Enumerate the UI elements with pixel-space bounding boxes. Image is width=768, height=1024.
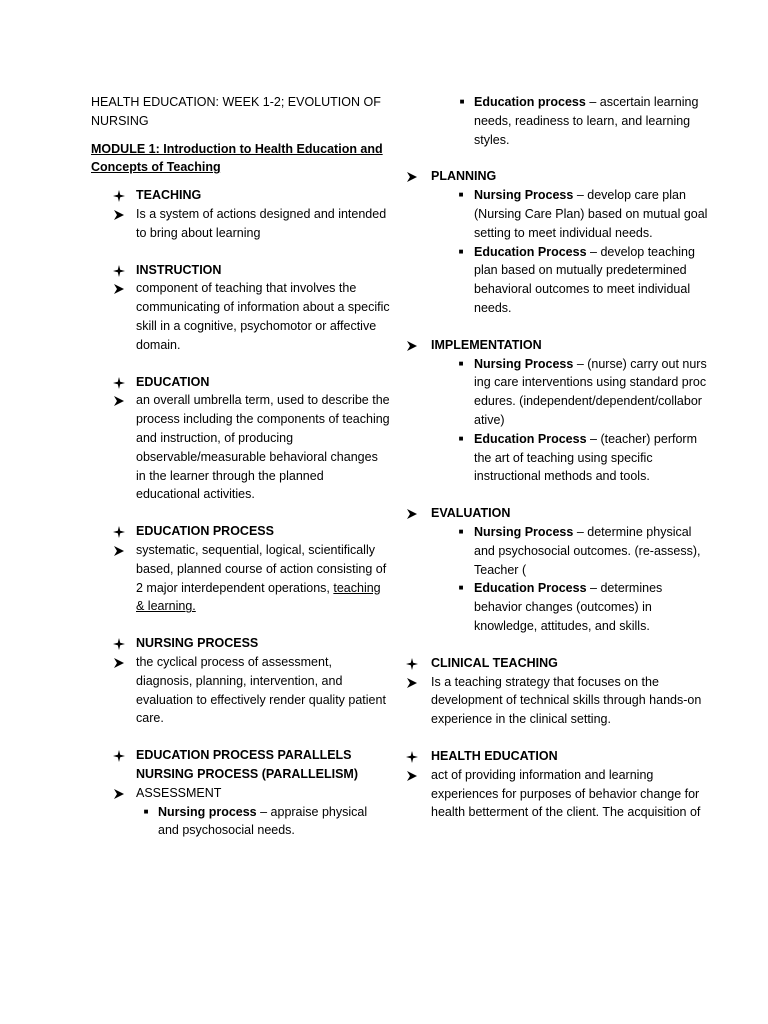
diamond-bullet-icon (113, 261, 129, 277)
diamond-bullet-icon (113, 746, 129, 762)
education-process-section (91, 522, 391, 616)
implementation-education-text: – (teacher) perform the art of teaching using specific instructional methods and tools. (474, 431, 698, 484)
module-title: MODULE 1: Introduction to Health Education and Concepts of Teaching (91, 141, 383, 175)
arrowhead-bullet-icon (113, 279, 129, 295)
planning-education-label: Education Process (474, 244, 587, 259)
instruction-section (91, 261, 391, 355)
teaching-text: Is a system of actions designed and intended to bring about learning (136, 206, 387, 240)
evaluation-section (406, 504, 708, 636)
planning-education-text: – develop teaching plan based on mutually predetermined behavioral outcomes to meet individual needs. (474, 244, 695, 315)
arrowhead-bullet-icon (406, 336, 422, 352)
arrowhead-bullet-icon (406, 504, 422, 520)
implementation-heading: IMPLEMENTATION (431, 337, 542, 352)
education-process-heading: EDUCATION PROCESS (136, 524, 274, 539)
square-bullet-icon: ■ (458, 190, 464, 200)
diamond-bullet-icon (406, 747, 422, 763)
evaluation-education-label: Education Process (474, 581, 587, 596)
instruction-text: component of teaching that involves the communicating of information about a specific skill in a cognitive, psychomotor or affective domain. (136, 281, 390, 352)
health-education-section (406, 747, 708, 822)
assessment-nursing-text: – appraise physical and psychosocial needs. (158, 804, 368, 838)
arrowhead-bullet-icon (113, 391, 129, 407)
square-bullet-icon: ■ (458, 246, 464, 256)
teaching-learning-underlined: teaching & learning. (136, 580, 381, 614)
evaluation-nursing-label: Nursing Process (474, 524, 574, 539)
implementation-section (406, 336, 708, 486)
parallels-heading: EDUCATION PROCESS PARALLELS NURSING PROCESS (PARALLELISM) (136, 748, 358, 781)
assessment-education-item (428, 93, 708, 149)
square-bullet-icon: ■ (458, 526, 464, 536)
document-title: HEALTH EDUCATION: WEEK 1-2; EVOLUTION OF NURSING (91, 95, 381, 128)
arrowhead-bullet-icon (113, 541, 129, 557)
teaching-heading: TEACHING (136, 188, 202, 203)
right-column (428, 93, 708, 840)
square-bullet-icon: ■ (458, 358, 464, 368)
nursing-process-section (91, 634, 391, 728)
arrowhead-bullet-icon (406, 766, 422, 782)
square-bullet-icon: ■ (459, 97, 465, 106)
education-process-text: systematic, sequential, logical, scientifically based, planned course of action consisting of 2 major interdependent operations, (136, 542, 387, 595)
left-column (91, 93, 391, 858)
implementation-education-label: Education Process (474, 431, 587, 446)
parallels-section (91, 746, 391, 840)
assessment-education-label: Education process (474, 95, 586, 109)
nursing-process-text: the cyclical process of assessment, diagnosis, planning, intervention, and evaluation to effectively render quality patient care. (136, 654, 386, 726)
evaluation-heading: EVALUATION (431, 506, 511, 521)
implementation-nursing-label: Nursing Process (474, 356, 574, 371)
square-bullet-icon: ■ (458, 583, 464, 593)
health-education-text: act of providing information and learning experiences for purposes of behavior change for health betterment of the client. The acquisition of (431, 767, 701, 820)
implementation-nursing-text: – (nurse) carry out nursing care interventions using standard procedures. (independent/dependent/collaborative) (474, 356, 707, 427)
diamond-bullet-icon (113, 522, 129, 538)
health-education-heading: HEALTH EDUCATION (431, 748, 558, 763)
square-bullet-icon: ■ (458, 433, 464, 443)
teaching-section (91, 186, 391, 242)
instruction-heading: INSTRUCTION (136, 262, 222, 277)
evaluation-education-text: – determines behavior changes (outcomes) in knowledge, attitudes, and skills. (474, 581, 663, 633)
square-bullet-icon: ■ (143, 806, 149, 816)
assessment-label: ASSESSMENT (136, 785, 222, 800)
arrowhead-bullet-icon (113, 205, 129, 221)
diamond-bullet-icon (113, 373, 129, 389)
planning-nursing-text: – develop care plan (Nursing Care Plan) based on mutual goal setting to meet individual needs. (474, 188, 708, 240)
education-heading: EDUCATION (136, 374, 210, 389)
clinical-teaching-section (406, 654, 708, 729)
clinical-teaching-heading: CLINICAL TEACHING (431, 655, 558, 670)
arrowhead-bullet-icon (406, 673, 422, 689)
planning-heading: PLANNING (431, 169, 497, 184)
assessment-education-text: – ascertain learning needs, readiness to learn, and learning styles. (474, 95, 699, 147)
planning-section (406, 167, 708, 317)
arrowhead-bullet-icon (113, 653, 129, 669)
diamond-bullet-icon (113, 186, 129, 202)
diamond-bullet-icon (113, 634, 129, 650)
education-text: an overall umbrella term, used to describe the process including the components of teaching and instruction, of producing observable/measurable behavioral changes in the learner through the planned educational activities. (136, 393, 390, 502)
assessment-nursing-label: Nursing process (158, 804, 257, 819)
planning-nursing-label: Nursing Process (474, 188, 574, 203)
arrowhead-bullet-icon (113, 784, 129, 800)
education-section (91, 373, 391, 505)
diamond-bullet-icon (406, 654, 422, 670)
arrowhead-bullet-icon (406, 167, 422, 183)
evaluation-nursing-text: – determine physical and psychosocial outcomes. (re-assess), Teacher ( (474, 524, 701, 577)
nursing-process-heading: NURSING PROCESS (136, 636, 259, 651)
clinical-teaching-text: Is a teaching strategy that focuses on the development of technical skills through hands-on experience in the clinical setting. (431, 674, 702, 727)
